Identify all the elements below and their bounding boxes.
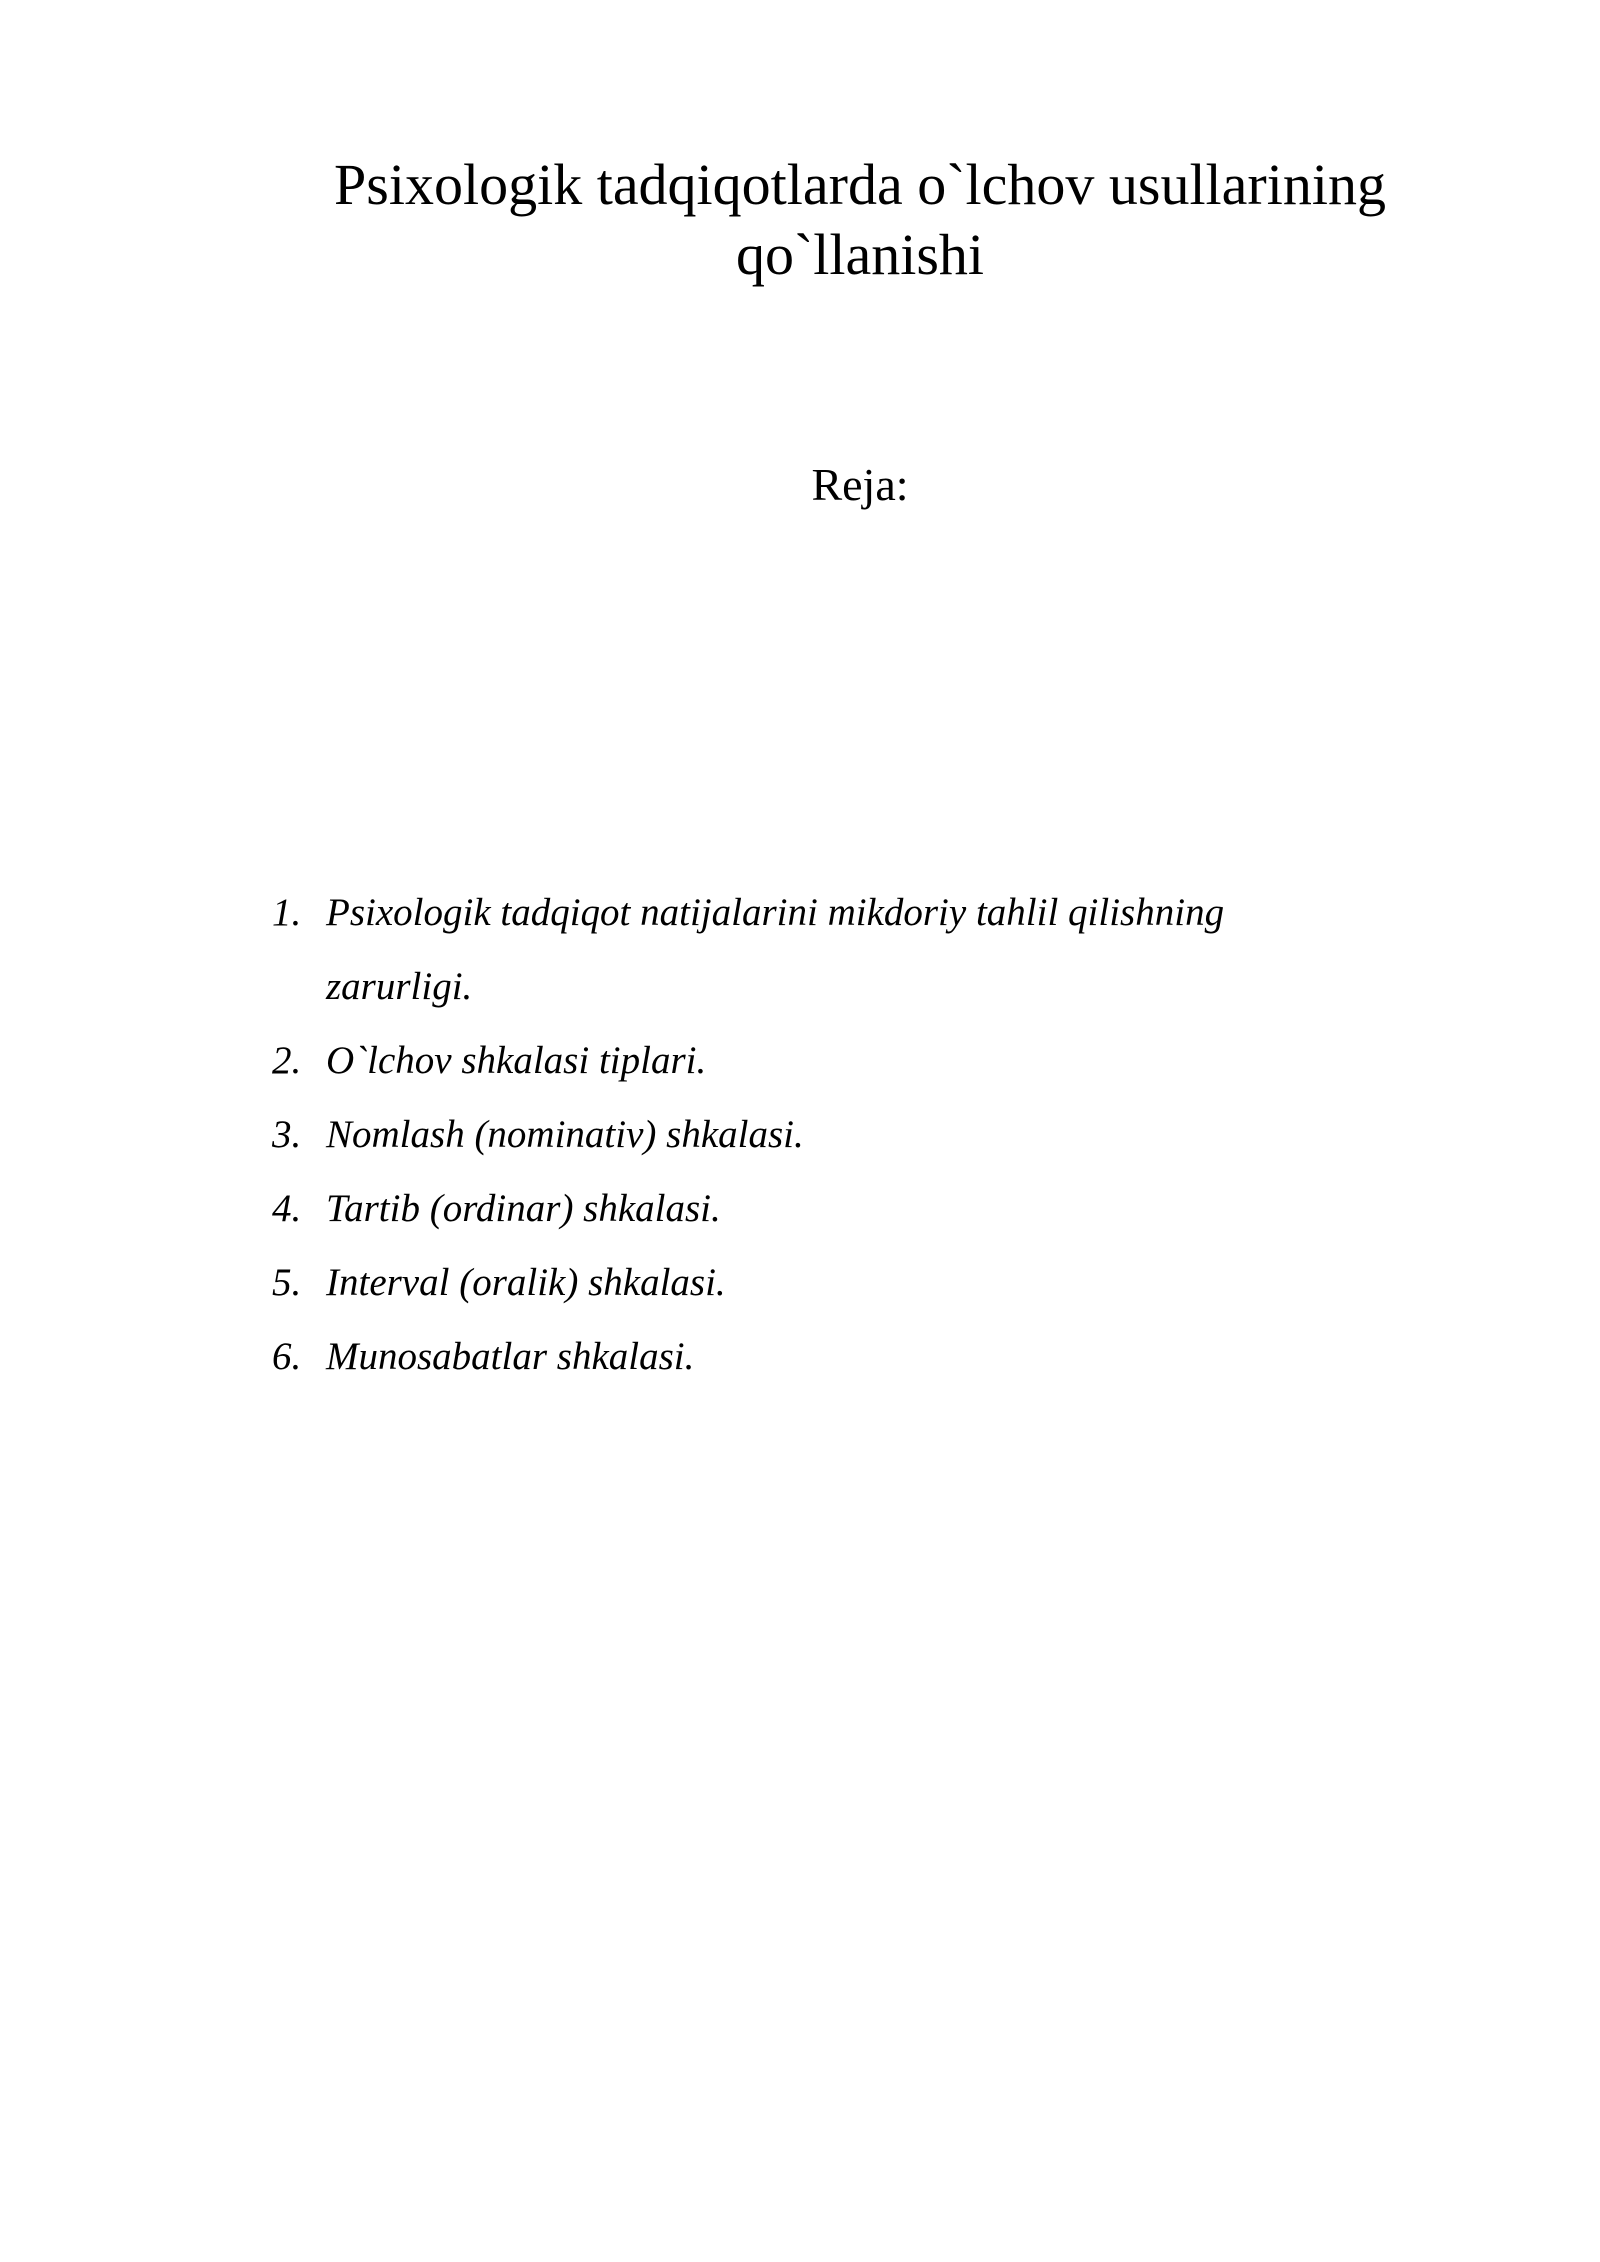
list-item-number: 1. [272,891,302,934]
document-title [250,150,1470,290]
list-item [272,1320,1372,1394]
list-item-number: 5. [272,1261,302,1304]
list-item-text: Nomlash (nominativ) shkalasi. [326,1113,804,1156]
list-item [272,1172,1372,1246]
list-item-text: O`lchov shkalasi tiplari. [326,1039,707,1082]
title-line-1: Psixologik tadqiqotlarda o`lchov usullarining [334,152,1386,217]
plan-heading: Reja: [811,459,909,510]
list-item-number: 3. [272,1113,302,1156]
list-item [272,1246,1372,1320]
list-item-number: 6. [272,1335,302,1378]
list-item-text: Interval (oralik) shkalasi. [326,1261,726,1304]
list-item-text: Tartib (ordinar) shkalasi. [326,1187,721,1230]
list-item-text: Munosabatlar shkalasi. [326,1335,695,1378]
list-item-number: 4. [272,1187,302,1230]
plan-list [272,876,1372,1394]
list-item [272,1024,1372,1098]
list-item [272,1098,1372,1172]
list-item-text: Psixologik tadqiqot natijalarini mikdoriy tahlil qilishning [326,891,1225,934]
title-line-2: qo`llanishi [735,222,985,287]
list-item [272,876,1372,1024]
list-item-number: 2. [272,1039,302,1082]
list-item-text-continuation: zarurligi. [326,965,473,1008]
